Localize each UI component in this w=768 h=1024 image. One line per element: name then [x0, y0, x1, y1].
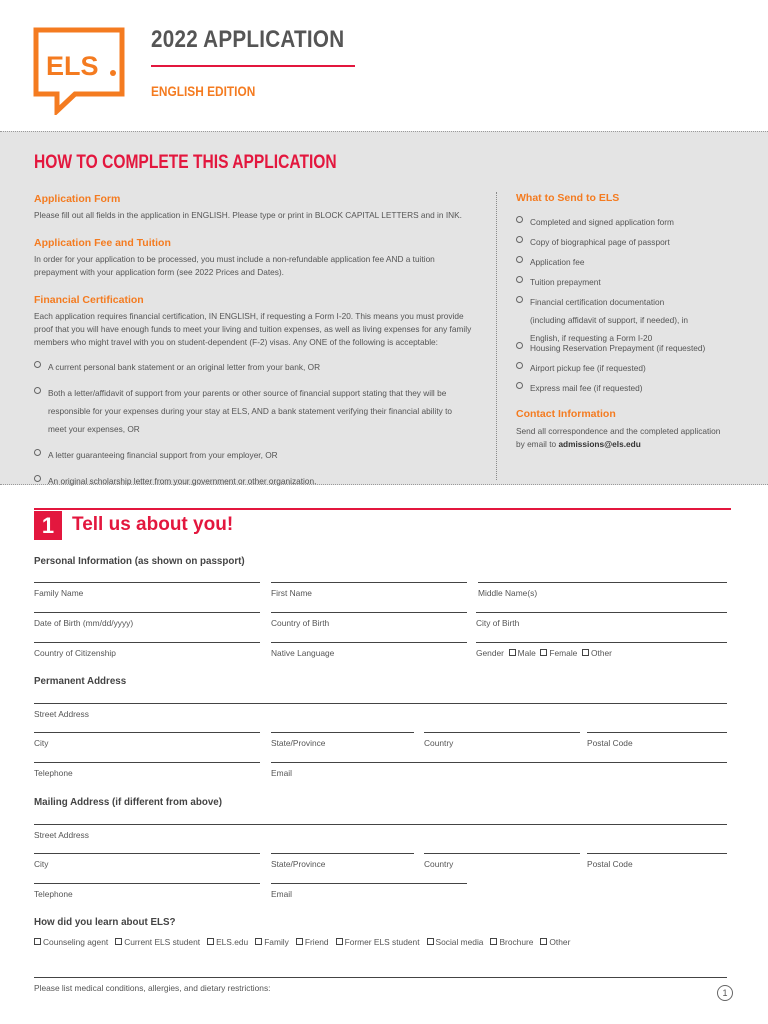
permanent-postal-field[interactable]: Postal Code: [587, 732, 727, 748]
financial-heading: Financial Certification: [34, 294, 144, 306]
application-form-heading: Application Form: [34, 193, 121, 205]
section-rule: [34, 508, 731, 510]
list-item: Application fee: [516, 252, 731, 272]
learn-option-social-media[interactable]: Social media: [427, 937, 484, 947]
gender-label: Gender: [476, 648, 504, 658]
page-number: 1: [717, 985, 733, 1001]
list-item: Housing Reservation Prepayment (if requested): [516, 338, 731, 358]
city-of-birth-field[interactable]: City of Birth: [476, 612, 727, 628]
permanent-street-field[interactable]: Street Address: [34, 703, 727, 719]
document-title: 2022 APPLICATION: [151, 26, 345, 53]
learn-option-former-student[interactable]: Former ELS student: [336, 937, 420, 947]
permanent-state-field[interactable]: State/Province: [271, 732, 414, 748]
date-of-birth-field[interactable]: Date of Birth (mm/dd/yyyy): [34, 612, 260, 628]
mailing-city-field[interactable]: City: [34, 853, 260, 869]
learn-about-heading: How did you learn about ELS?: [34, 917, 176, 928]
mailing-email-field[interactable]: Email: [271, 883, 467, 899]
mailing-country-field[interactable]: Country: [424, 853, 580, 869]
permanent-address-heading: Permanent Address: [34, 676, 127, 687]
list-item: Copy of biographical page of passport: [516, 232, 731, 252]
mailing-telephone-field[interactable]: Telephone: [34, 883, 260, 899]
gender-other-checkbox[interactable]: Other: [582, 648, 612, 658]
learn-option-current-student[interactable]: Current ELS student: [115, 937, 200, 947]
financial-text: Each application requires financial certification, IN ENGLISH, if requesting a Form I-20. This means you must provide proof that you will have enough funds to meet your living and tuition expenses, as well as living expenses for any family members who might travel with you on student-dependent (F-2) visas. Any ONE of the following is acceptable:: [34, 311, 472, 348]
gender-male-checkbox[interactable]: Male: [509, 648, 536, 658]
mailing-state-field[interactable]: State/Province: [271, 853, 414, 869]
learn-option-family[interactable]: Family: [255, 937, 289, 947]
mailing-street-field[interactable]: Street Address: [34, 824, 727, 840]
section-number-badge: 1: [34, 511, 62, 540]
application-form-text: Please fill out all fields in the application in ENGLISH. Please type or print in BLOCK CAPITAL LETTERS and in INK.: [34, 210, 462, 220]
permanent-telephone-field[interactable]: Telephone: [34, 762, 260, 778]
edition-label: ENGLISH EDITION: [151, 84, 256, 99]
list-item: An original scholarship letter from your government or other organization.: [34, 471, 474, 489]
what-to-send-heading: What to Send to ELS: [516, 192, 620, 204]
fee-heading: Application Fee and Tuition: [34, 237, 171, 249]
family-name-field[interactable]: Family Name: [34, 582, 260, 598]
gender-field: [476, 642, 727, 658]
medical-conditions-field[interactable]: Please list medical conditions, allergies, and dietary restrictions:: [34, 977, 727, 993]
personal-info-heading: Personal Information (as shown on passport): [34, 556, 245, 567]
list-item: Financial certification documentation (including affidavit of support, if needed), in English, if requesting a Form I-20: [516, 292, 700, 338]
native-language-field[interactable]: Native Language: [271, 642, 467, 658]
learn-option-friend[interactable]: Friend: [296, 937, 329, 947]
list-item: Airport pickup fee (if requested): [516, 358, 731, 378]
contact-heading: Contact Information: [516, 408, 616, 420]
learn-option-other[interactable]: Other: [540, 937, 570, 947]
permanent-country-field[interactable]: Country: [424, 732, 580, 748]
list-item: Express mail fee (if requested): [516, 378, 731, 398]
instructions-title: HOW TO COMPLETE THIS APPLICATION: [34, 152, 337, 173]
permanent-city-field[interactable]: City: [34, 732, 260, 748]
learn-about-options: [34, 937, 734, 947]
panel-divider: [496, 192, 497, 480]
list-item: A letter guaranteeing financial support from your employer, OR: [34, 445, 474, 463]
els-logo: [33, 27, 125, 115]
list-item: Completed and signed application form: [516, 212, 731, 232]
mailing-address-heading: Mailing Address (if different from above): [34, 797, 222, 808]
list-item: A current personal bank statement or an original letter from your bank, OR: [34, 357, 474, 375]
learn-option-counseling-agent[interactable]: Counseling agent: [34, 937, 108, 947]
section-title: Tell us about you!: [72, 514, 234, 535]
first-name-field[interactable]: First Name: [271, 582, 467, 598]
contact-email[interactable]: admissions@els.edu: [558, 439, 641, 450]
svg-text:ELS: ELS: [46, 51, 99, 81]
what-to-send-list: [516, 212, 731, 398]
middle-name-field[interactable]: Middle Name(s): [478, 582, 727, 598]
mailing-postal-field[interactable]: Postal Code: [587, 853, 727, 869]
title-rule: [151, 65, 355, 67]
list-item: Tuition prepayment: [516, 272, 731, 292]
country-of-birth-field[interactable]: Country of Birth: [271, 612, 467, 628]
learn-option-brochure[interactable]: Brochure: [490, 937, 533, 947]
learn-option-els-edu[interactable]: ELS.edu: [207, 937, 248, 947]
gender-female-checkbox[interactable]: Female: [540, 648, 577, 658]
citizenship-field[interactable]: Country of Citizenship: [34, 642, 260, 658]
permanent-email-field[interactable]: Email: [271, 762, 727, 778]
list-item: Both a letter/affidavit of support from your parents or other source of financial support stating that they will be responsible for your expenses during your stay at ELS, AND a bank statement verifying their financial ability to meet your expenses, OR: [34, 383, 460, 437]
fee-text: In order for your application to be processed, you must include a non-refundable application fee AND a tuition prepayment with your application form (see 2022 Prices and Dates).: [34, 254, 435, 278]
financial-options-list: [34, 357, 474, 489]
contact-text: Send all correspondence and the completed application by email to admissions@els.edu: [516, 426, 721, 450]
